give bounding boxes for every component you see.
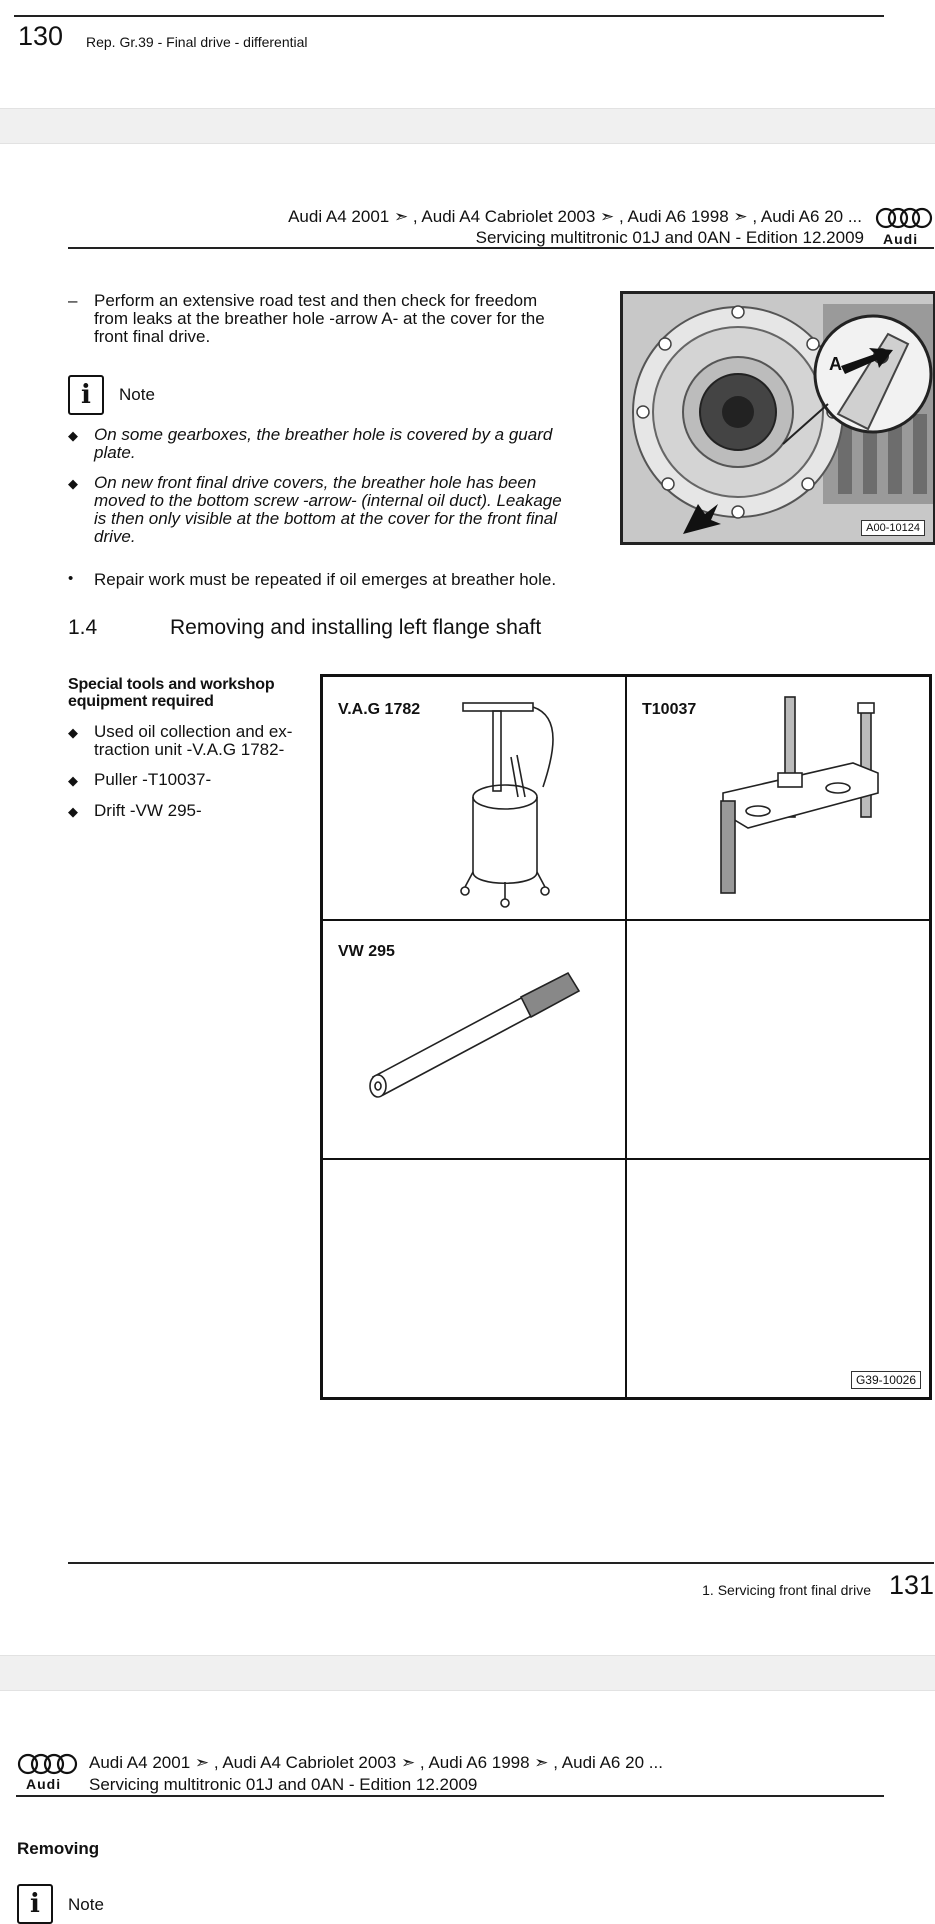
audi-rings-icon [16,1752,80,1776]
info-icon: i [68,375,104,415]
bullet-icon: • [68,570,74,587]
figure-code-a00: A00-10124 [861,520,925,536]
running-title: Rep. Gr.39 - Final drive - differential [86,34,308,50]
tools-heading: Special tools and workshop equipment required [68,676,275,710]
diamond-bullet-icon: ◆ [68,804,78,819]
note-label: Note [68,1895,104,1914]
step-dash: – [68,291,78,310]
tool-label-vag1782: V.A.G 1782 [338,701,421,718]
tool-figure-code: G39-10026 [851,1371,921,1389]
oil-collection-unit-drawing [453,697,573,912]
section-title: Removing and installing left flange shaft [170,616,542,639]
diamond-bullet-icon: ◆ [68,773,78,788]
tool-label-vw295: VW 295 [338,943,395,960]
grid-vline [625,677,627,1397]
page130-top-rule [14,15,884,17]
note-item-2: On new front final drive covers, the breather hole has been moved to the bottom screw -arrow- (internal oil duct). Leakage is then only visible at the bottom at the cover for the front final drive. [94,473,562,546]
note-label: Note [119,385,155,404]
footer-rule [68,1562,934,1564]
figure-label-a: A [829,354,842,374]
removing-heading: Removing [17,1839,100,1858]
drift-drawing [363,967,593,1107]
header-models: Audi A4 2001 ➣ , Audi A4 Cabriolet 2003 ➣ , Audi A6 1998 ➣ , Audi A6 20 ... [288,207,862,226]
section-number: 1.4 [68,616,98,639]
header-rule [16,1795,884,1797]
tool-item-3: Drift -VW 295- [94,801,202,820]
tool-item-2: Puller -T10037- [94,770,212,789]
tools-grid [320,674,932,1400]
header-models: Audi A4 2001 ➣ , Audi A4 Cabriolet 2003 ➣ , Audi A6 1998 ➣ , Audi A6 20 ... [89,1753,663,1772]
grid-hline [323,1158,929,1160]
page-gap-2 [0,1655,935,1691]
diamond-bullet-icon: ◆ [68,428,78,443]
note-item-1: On some gearboxes, the breather hole is covered by a guard plate. [94,425,553,462]
info-icon: i [17,1884,53,1924]
footer-text: 1. Servicing front final drive [702,1582,871,1598]
puller-drawing [713,693,883,908]
header-edition: Servicing multitronic 01J and 0AN - Edition 12.2009 [475,228,864,247]
audi-rings-icon [874,206,934,230]
tool-item-1: Used oil collection and ex- traction unit -V.A.G 1782- [94,722,293,759]
audi-wordmark: Audi [883,231,919,247]
diamond-bullet-icon: ◆ [68,725,78,740]
page-number-131: 131 [888,1570,934,1600]
step-text: Perform an extensive road test and then check for freedom from leaks at the breather hole -arrow A- at the cover for the front final drive. [94,291,545,346]
page-number-130: 130 [18,21,64,51]
gearbox-cover-figure [620,291,935,545]
audi-wordmark: Audi [26,1776,62,1792]
header-rule [68,247,934,249]
diamond-bullet-icon: ◆ [68,476,78,491]
repair-note: Repair work must be repeated if oil emerges at breather hole. [94,570,557,589]
tool-label-t10037: T10037 [642,701,697,718]
page-gap-1 [0,108,935,144]
header-edition: Servicing multitronic 01J and 0AN - Edition 12.2009 [89,1775,478,1794]
grid-hline [323,919,929,921]
